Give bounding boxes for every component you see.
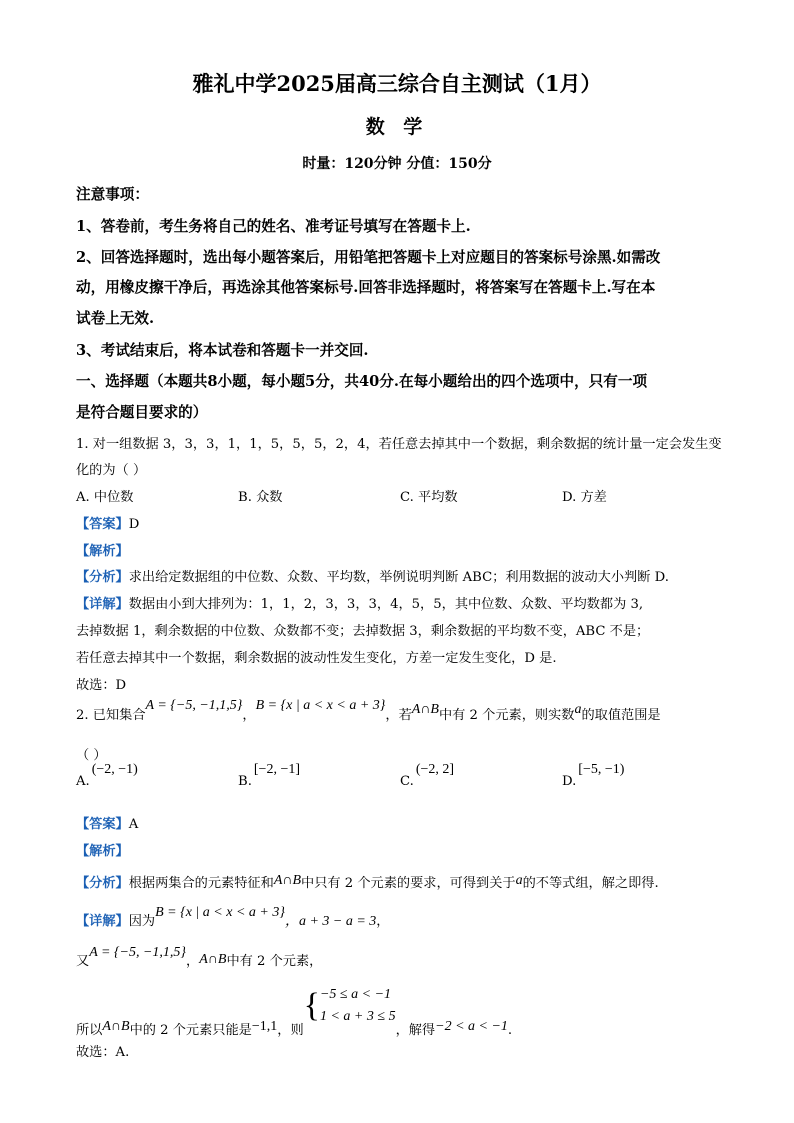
q2-suoyi-intersection: A∩B xyxy=(102,1018,130,1034)
q2-xiangjie-set-b: B = {x | a < x < a + 3} xyxy=(155,905,285,920)
q1-fenxi-text: 求出给定数据组的中位数、众数、平均数，举例说明判断 ABC；利用数据的波动大小判断 D. xyxy=(128,570,669,585)
q1-option-c: C. 平均数 xyxy=(400,490,458,505)
q2-result: −2 < a < −1 xyxy=(435,1018,508,1034)
q2-xiangjie-comma: ， xyxy=(376,914,390,929)
q2-you-text-2: 中有 2 个元素， xyxy=(226,954,323,969)
q2-stem-text-1: 2. 已知集合 xyxy=(76,708,146,723)
q2-option-a xyxy=(76,762,138,790)
notice-item-1: 1、答卷前，考生务将自己的姓名、准考证号填写在答题卡上. xyxy=(76,218,471,235)
q2-answer-line xyxy=(76,813,138,832)
q1-option-d: D. 方差 xyxy=(562,490,607,505)
xiangjie-tag: 【详解】 xyxy=(76,914,129,929)
inequality-2: 1 < a + 3 ≤ 5 xyxy=(319,1009,396,1024)
page-title: 雅礼中学2025届高三综合自主测试（1月） xyxy=(192,71,602,96)
inequality-1: −5 ≤ a < −1 xyxy=(319,987,392,1002)
q1-analysis-tag: 【解析】 xyxy=(76,544,129,559)
notice-item-3: 3、考试结束后，将本试卷和答题卡一并交回. xyxy=(76,342,369,359)
q2-intersection: A∩B xyxy=(411,702,439,717)
notice-item-2-line-3: 试卷上无效. xyxy=(76,310,155,327)
q2-you-set-a: A = {−5, −1,1,5} xyxy=(89,945,187,960)
system-brace: { xyxy=(303,987,320,1024)
q2-option-b-label: B. xyxy=(238,774,252,789)
q2-you-comma: ， xyxy=(186,954,200,969)
q2-paren: （ ） xyxy=(76,748,107,763)
q1-option-b: B. 众数 xyxy=(238,490,283,505)
q2-stem-text-3: 中有 2 个元素，则实数 xyxy=(438,708,575,723)
xiangjie-tag: 【详解】 xyxy=(76,597,129,612)
notice-item-2-line-2: 动，用橡皮擦干净后，再选涂其他答案标号.回答非选择题时，将答案写在答题卡上.写在本 xyxy=(76,279,656,296)
q2-set-a: A = {−5, −1,1,5} xyxy=(145,698,243,713)
q2-conclusion: 故选：A. xyxy=(76,1045,130,1060)
q2-you-text: 又 xyxy=(76,954,90,969)
q2-jiede-text: ，解得 xyxy=(395,1022,436,1038)
q2-answer: A xyxy=(128,817,139,832)
fenxi-tag: 【分析】 xyxy=(76,876,129,891)
q2-option-a-value: (−2, −1) xyxy=(91,762,138,777)
q2-option-d-value: [−5, −1) xyxy=(578,762,625,777)
q1-answer: D xyxy=(128,517,140,532)
q2-you-intersection: A∩B xyxy=(199,952,227,967)
q2-option-d xyxy=(562,762,625,790)
q2-xiangjie-equation: ，a + 3 − a = 3 xyxy=(284,914,377,929)
q2-fenxi-intersection: A∩B xyxy=(273,873,302,888)
q2-xiangjie-text-1: 因为 xyxy=(128,914,156,929)
section-heading-line-1: 一、选择题（本题共8小题，每小题5分，共40分.在每小题给出的四个选项中，只有一项 xyxy=(76,373,648,390)
q2-option-c xyxy=(400,762,455,790)
q2-option-a-label: A. xyxy=(76,774,90,789)
q1-stem-line-1: 1. 对一组数据 3，3，3，1，1，5，5，5，2，4，若任意去掉其中一个数据，剩余数据的统计量一定会发生变 xyxy=(76,437,722,452)
q2-stem-text-4: 的取值范围是 xyxy=(581,708,661,723)
fenxi-tag: 【分析】 xyxy=(76,570,129,585)
q1-conclusion: 故选：D xyxy=(76,678,127,693)
q2-suoyi-text: 所以 xyxy=(76,1022,103,1038)
q1-xiangjie-line-2: 去掉数据 1，剩余数据的中位数、众数都不变；去掉数据 3，剩余数据的平均数不变，ABC 不是； xyxy=(76,624,650,639)
inequality-system xyxy=(320,984,396,1028)
q1-answer-line xyxy=(76,513,139,532)
q2-option-c-label: C. xyxy=(400,774,414,789)
q2-xiangjie-line-3 xyxy=(76,984,513,1038)
q2-period: . xyxy=(507,1022,513,1038)
q2-fenxi-var-a: a xyxy=(515,873,523,888)
q2-fenxi-line xyxy=(76,872,659,892)
q2-fenxi-text-1: 根据两集合的元素特征和 xyxy=(128,876,274,891)
q1-option-a: A. 中位数 xyxy=(76,490,134,505)
q2-analysis-tag: 【解析】 xyxy=(76,844,129,859)
q2-option-b xyxy=(238,762,301,790)
q1-xiangjie-text-1: 数据由小到大排列为：1，1，2，3，3，3，4，5，5，其中位数、众数、平均数都为 3, xyxy=(128,597,644,612)
notice-item-2-line-1: 2、回答选择题时，选出每小题答案后，用铅笔把答题卡上对应题目的答案标号涂黑.如需改 xyxy=(76,249,661,266)
q2-option-c-value: (−2, 2] xyxy=(415,762,455,777)
answer-tag: 【答案】 xyxy=(76,517,129,532)
q2-stem-line-1 xyxy=(76,698,661,724)
answer-tag: 【答案】 xyxy=(76,817,129,832)
notice-heading: 注意事项： xyxy=(76,186,149,203)
q2-fenxi-text-3: 的不等式组，解之即得. xyxy=(522,876,659,891)
q2-fenxi-text-2: 中只有 2 个元素的要求，可得到关于 xyxy=(301,876,516,891)
q2-elements: −1,1 xyxy=(251,1018,278,1034)
q2-comma: ， xyxy=(242,708,256,723)
q2-var-a: a xyxy=(574,702,582,717)
q2-suoyi-text-2: 中的 2 个元素只能是 xyxy=(129,1022,252,1038)
q1-xiangjie-line-3: 若任意去掉其中一个数据，剩余数据的波动性发生变化，方差一定发生变化，D 是. xyxy=(76,651,557,666)
q2-xiangjie-line-2 xyxy=(76,945,323,970)
q1-stem-line-2: 化的为（ ） xyxy=(76,463,147,478)
q2-xiangjie-line-1 xyxy=(76,905,390,930)
q2-ze-text: ，则 xyxy=(277,1022,304,1038)
q1-fenxi-line xyxy=(76,566,669,585)
q2-option-b-value: [−2, −1] xyxy=(253,762,301,777)
q2-set-b: B = {x | a < x < a + 3} xyxy=(255,698,386,713)
q2-stem-text-2: ，若 xyxy=(385,708,412,723)
q1-xiangjie-line-1 xyxy=(76,593,643,612)
q2-option-d-label: D. xyxy=(562,774,577,789)
exam-meta: 时量：120分钟 分值：150分 xyxy=(302,156,492,172)
section-heading-line-2: 是符合题目要求的） xyxy=(76,404,208,421)
subject-title: 数 学 xyxy=(365,116,429,138)
